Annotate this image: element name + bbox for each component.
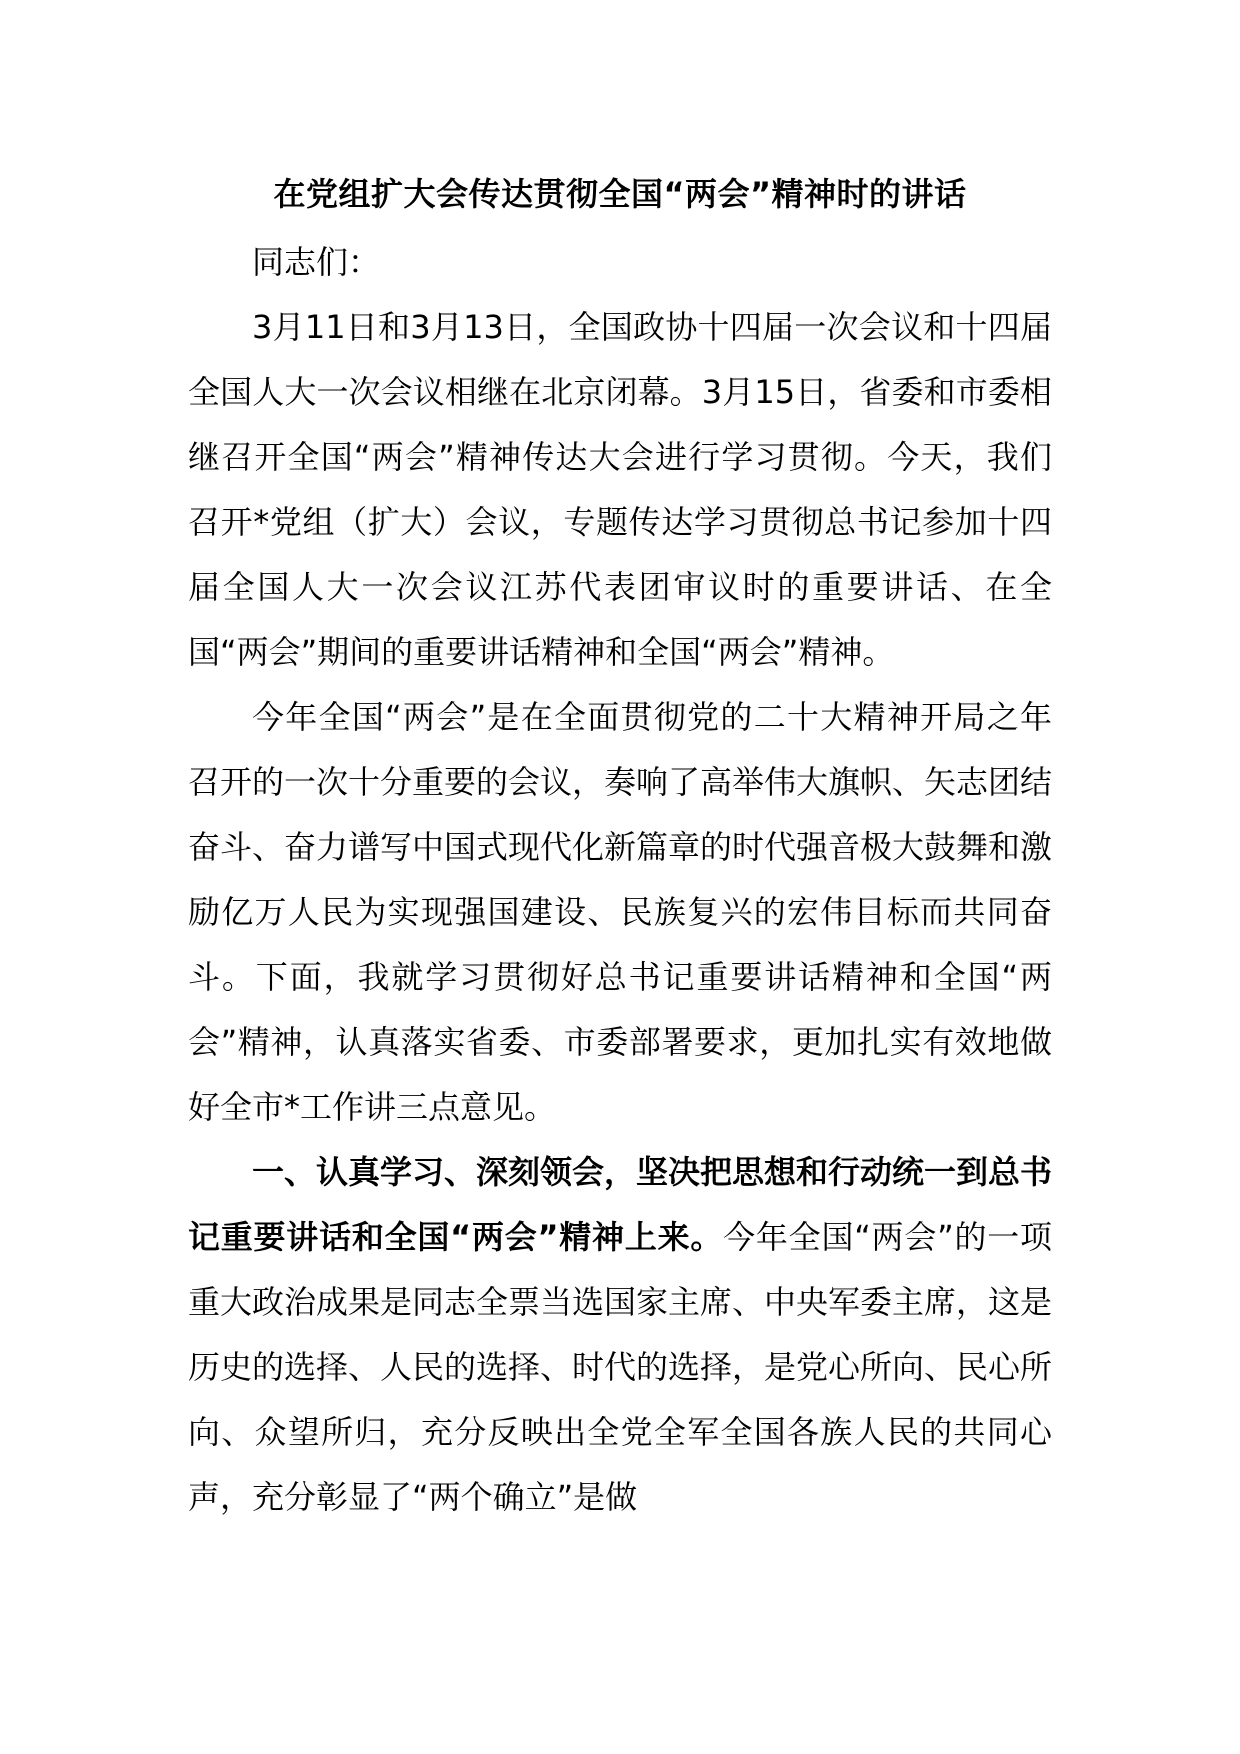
salutation: 同志们：	[252, 243, 381, 281]
section-paragraph	[188, 1140, 1052, 1530]
section-text: 今年全国“两会”的一项重大政治成果是同志全票当选国家主席、中央军委主席，这是历史的选择、人民的选择、时代的选择，是党心所向、民心所向、众望所归，充分反映出全党全军全国各族人民的共同心声，充分彰显了“两个确立”是做	[188, 1218, 1053, 1516]
paragraph: 今年全国“两会”是在全面贯彻党的二十大精神开局之年召开的一次十分重要的会议，奏响了高举伟大旗帜、矢志团结奋斗、奋力谱写中国式现代化新篇章的时代强音极大鼓舞和激励亿万人民为实现强国建设、民族复兴的宏伟目标而共同奋斗。下面，我就学习贯彻好总书记重要讲话精神和全国“两会”精神，认真落实省委、市委部署要求，更加扎实有效地做好全市*工作讲三点意见。	[188, 698, 1053, 1126]
section-heading: 一、认真学习、深刻领会，坚决把思想和行动统一到总书记重要讲话和全国“两会”精神上来。	[188, 1153, 1053, 1256]
document-body	[188, 230, 1052, 1530]
paragraph: 3月11日和3月13日，全国政协十四届一次会议和十四届全国人大一次会议相继在北京闭幕。3月15日，省委和市委相继召开全国“两会”精神传达大会进行学习贯彻。今天，我们召开*党组（扩大）会议，专题传达学习贯彻总书记参加十四届全国人大一次会议江苏代表团审议时的重要讲话、在全国“两会”期间的重要讲话精神和全国“两会”精神。	[188, 308, 1052, 671]
document-title: 在党组扩大会传达贯彻全国“两会”精神时的讲话	[273, 175, 967, 213]
